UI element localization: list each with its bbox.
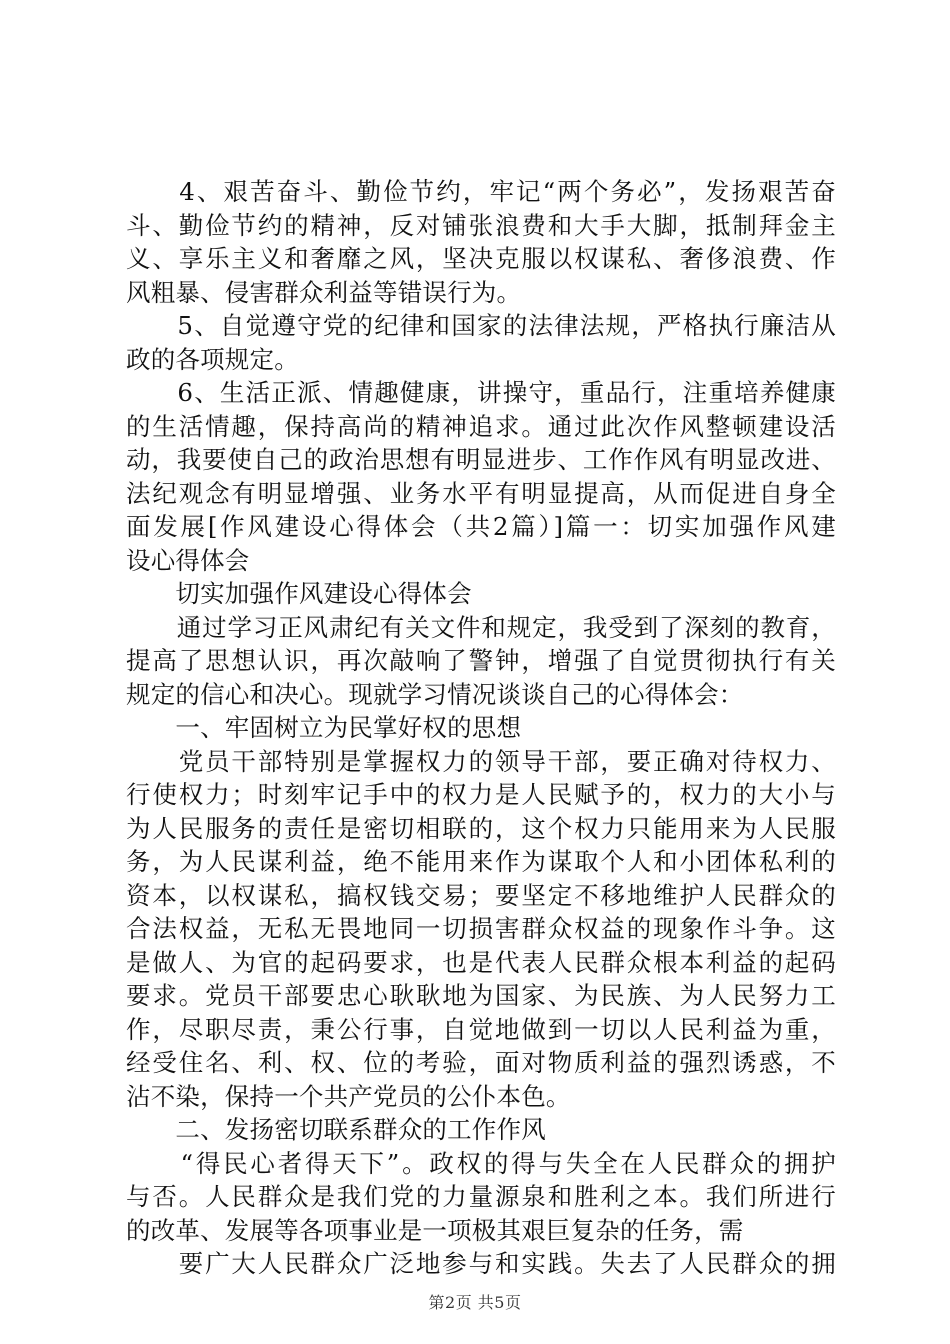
text-line: 要求。党员干部要忠心耿耿地为国家、为民族、为人民努力工	[126, 981, 836, 1010]
body-text	[126, 175, 836, 1281]
section-heading: 一、牢固树立为民掌好权的思想	[126, 713, 522, 742]
text-line: 面发展[作风建设心得体会（共2篇）]篇一：切实加强作风建	[126, 512, 836, 541]
text-line: 的生活情趣，保持高尚的精神追求。通过此次作风整顿建设活	[126, 411, 836, 441]
text-line: 是做人、为官的起码要求，也是代表人民群众根本利益的起码	[126, 947, 836, 977]
text-line: 的改革、发展等各项事业是一项极其艰巨复杂的任务，需	[126, 1215, 744, 1245]
text-line: 与否。人民群众是我们党的力量源泉和胜利之本。我们所进行	[126, 1182, 836, 1211]
text-line: 斗、勤俭节约的精神，反对铺张浪费和大手大脚，抵制拜金主	[126, 210, 836, 240]
text-line: 法纪观念有明显增强、业务水平有明显提高，从而促进自身全	[126, 478, 836, 508]
text-line: 规定的信心和决心。现就学习情况谈谈自己的心得体会：	[126, 679, 744, 709]
text-line: 风粗暴、侵害群众利益等错误行为。	[126, 277, 522, 307]
text-line: 作，尽职尽责，秉公行事，自觉地做到一切以人民利益为重，	[126, 1014, 836, 1044]
text-line: 设心得体会	[126, 545, 250, 575]
text-line: 沾不染，保持一个共产党员的公仆本色。	[126, 1081, 571, 1111]
text-line: 资本，以权谋私，搞权钱交易；要坚定不移地维护人民群众的	[126, 880, 836, 910]
text-line: 通过学习正风肃纪有关文件和规定，我受到了深刻的教育，	[126, 612, 836, 642]
text-line: 提高了思想认识，再次敲响了警钟，增强了自觉贯彻执行有关	[126, 646, 836, 675]
text-line: 5、自觉遵守党的纪律和国家的法律法规，严格执行廉洁从	[126, 311, 836, 340]
text-line: 6、生活正派、情趣健康，讲操守，重品行，注重培养健康	[126, 378, 836, 407]
text-line: 4、艰苦奋斗、勤俭节约，牢记“两个务必”，发扬艰苦奋	[126, 177, 836, 206]
text-line: 合法权益，无私无畏地同一切损害群众权益的现象作斗争。这	[126, 914, 836, 943]
text-line: 为人民服务的责任是密切相联的，这个权力只能用来为人民服	[126, 813, 836, 843]
section-title: 切实加强作风建设心得体会	[126, 579, 472, 608]
page-footer: 第2页 共5页	[428, 1293, 522, 1312]
text-line: 义、享乐主义和奢靡之风，坚决克服以权谋私、奢侈浪费、作	[126, 244, 836, 273]
text-line: 党员干部特别是掌握权力的领导干部，要正确对待权力、	[126, 746, 836, 776]
text-line: 动，我要使自己的政治思想有明显进步、工作作风有明显改进、	[126, 445, 836, 474]
text-line: 要广大人民群众广泛地参与和实践。失去了人民群众的拥	[126, 1249, 836, 1278]
text-line: 务，为人民谋利益，绝不能用来作为谋取个人和小团体私利的	[126, 847, 836, 876]
section-heading: 二、发扬密切联系群众的工作作风	[126, 1115, 546, 1144]
text-line: 行使权力；时刻牢记手中的权力是人民赋予的，权力的大小与	[126, 780, 836, 809]
text-line: 政的各项规定。	[126, 344, 299, 374]
text-line: “得民心者得天下”。政权的得与失全在人民群众的拥护	[126, 1148, 836, 1178]
text-line: 经受住名、利、权、位的考验，面对物质利益的强烈诱惑，不	[126, 1048, 836, 1077]
